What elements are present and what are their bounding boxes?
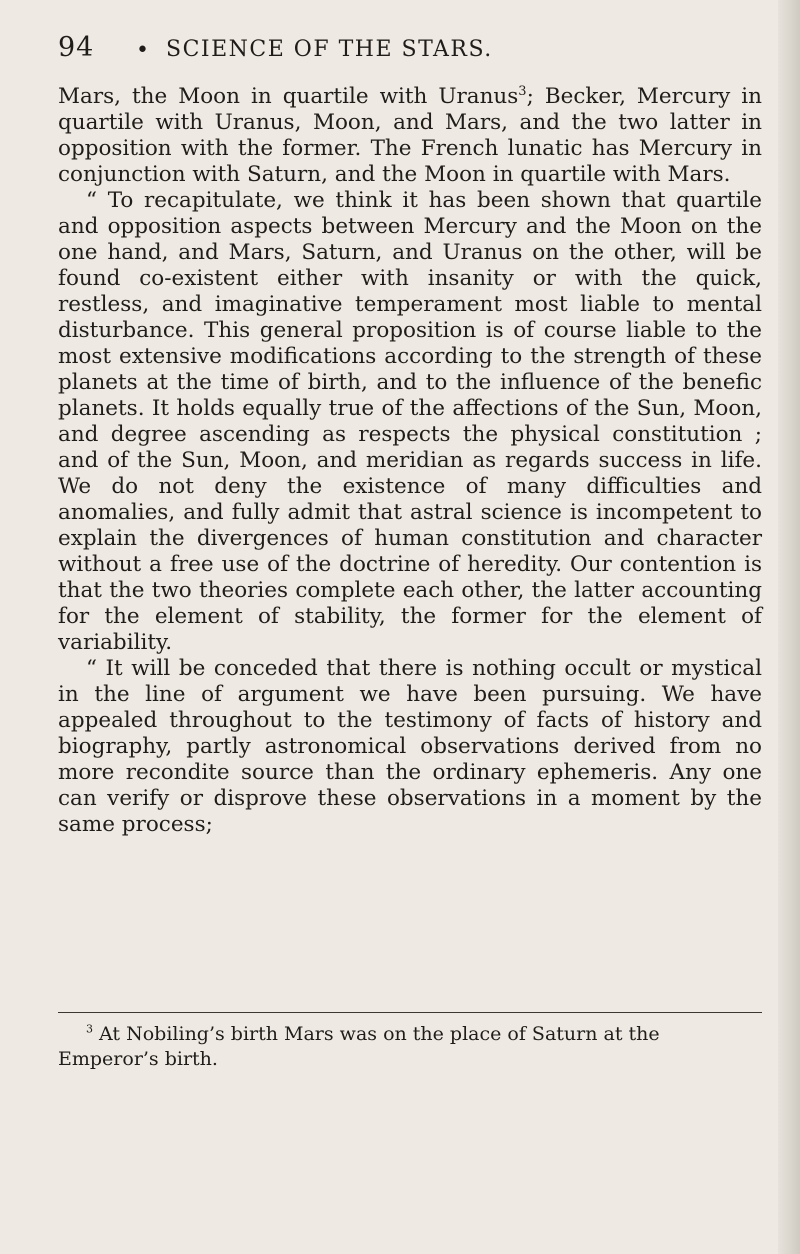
paragraph-argument: “ It will be conceded that there is nothing occult or mystical in the line of argument we have been pursuing. We have appealed throughout to the testimony of facts of history and biography, partly astronomical observations derived from no more recondite source than the ordinary ephemeris. Any one can verify or disprove these observations in a moment by the same process; (58, 656, 762, 837)
footnote (58, 1022, 762, 1072)
running-head (58, 32, 758, 72)
running-head-separator: • (136, 38, 149, 63)
paragraph-text-after-ref: ; Becker, Mercury in quartile with Uranus, Moon, and Mars, and the two latter in opposition with the former. The French lunatic has Mercury in conjunction with Saturn, and the Moon in quartile with Mars. (58, 84, 762, 187)
page-number: 94 (58, 32, 95, 63)
paragraph-recapitulation: “ To recapitulate, we think it has been shown that quartile and opposition aspects between Mercury and the Moon on the one hand, and Mars, Saturn, and Uranus on the other, will be found co-existent either with insanity or with the quick, restless, and imaginative temperament most liable to mental disturbance. This general proposition is of course liable to the most extensive modifications according to the strength of these planets at the time of birth, and to the influence of the benefic planets. It holds equally true of the affections of the Sun, Moon, and degree ascending as respects the physical constitution ; and of the Sun, Moon, and meridian as regards success in life. We do not deny the existence of many difficulties and anomalies, and fully admit that astral science is incompetent to explain the divergences of human constitution and character without a free use of the doctrine of heredity. Our contention is that the two theories complete each other, the latter accounting for the element of stability, the former for the element of variability. (58, 188, 762, 655)
footnote-rule (58, 1012, 762, 1013)
running-head-title: SCIENCE OF THE STARS. (166, 37, 493, 62)
footnote-text: At Nobiling’s birth Mars was on the place of Saturn at the Emperor’s birth. (58, 1023, 660, 1070)
footnote-marker: 3 (86, 1022, 93, 1036)
page-edge-shadow (778, 0, 800, 1254)
footnote-reference: 3 (518, 83, 527, 99)
body-text (58, 84, 762, 838)
paragraph-continuation (58, 84, 762, 188)
paragraph-text: Mars, the Moon in quartile with Uranus (58, 84, 519, 109)
